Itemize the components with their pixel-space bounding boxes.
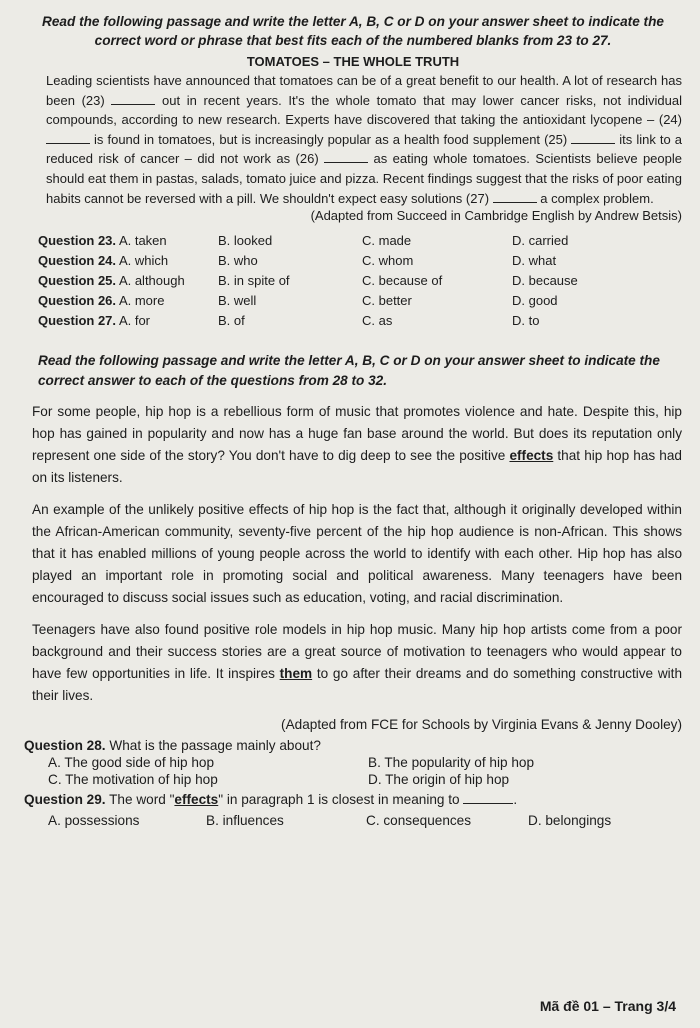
option-d: D. good: [512, 293, 558, 309]
option-a: A. possessions: [48, 813, 140, 829]
question-label: Question 26.: [38, 293, 117, 309]
option-c: C. better: [362, 293, 412, 309]
option-b: B. of: [218, 313, 245, 329]
option-d: D. to: [512, 313, 540, 329]
question-label: Question 27.: [38, 313, 117, 329]
option-a: A. more: [118, 293, 165, 309]
option-b: B. in spite of: [218, 273, 290, 289]
option-b: B. who: [218, 253, 258, 269]
question-row-25: [38, 273, 696, 293]
option-a: A. for: [118, 313, 151, 329]
blank-29: [463, 791, 513, 804]
option-c: C. consequences: [366, 813, 472, 829]
question-row-23: [38, 233, 696, 253]
section1-instruction: Read the following passage and write the letter A, B, C or D on your answer sheet to indicate the correct word or phrase that best fits each of the numbered blanks from 23 to 27.: [42, 14, 664, 48]
question-label: Question 23.: [38, 233, 117, 249]
question-28-options: [48, 755, 682, 787]
option-c: C. because of: [362, 273, 443, 289]
option-b: B. influences: [206, 813, 284, 829]
question-row-26: [38, 293, 696, 313]
passage2-source: (Adapted from FCE for Schools by Virginia Evans & Jenny Dooley): [281, 717, 682, 733]
option-d: D. because: [512, 273, 578, 289]
option-c: C. whom: [362, 253, 414, 269]
question-29-options: [48, 813, 682, 828]
hiphop-paragraph-2: An example of the unlikely positive effects of hip hop is the fact that, although it originally developed within the African-American community, seventy-five percent of the hip hop audience is non-African. This shows that it has enabled millions of young people across the world to identify with each other. Hip hop has also played an important role in promoting social and political awareness. Many teenagers have been encouraged to discuss social issues such as education, voting, and racial discrimination.: [32, 502, 682, 606]
option-c: C. made: [362, 233, 412, 249]
question-label: Question 24.: [38, 253, 117, 269]
blank-24: [46, 131, 90, 144]
passage-source: (Adapted from Succeed in Cambridge English by Andrew Betsis): [310, 208, 682, 224]
blank-25: [571, 131, 615, 144]
option-a: A. The good side of hip hop: [48, 755, 215, 771]
question-29: Question 29. The word "effects" in paragraph 1 is closest in meaning to .: [24, 792, 518, 808]
passage-tomatoes: Leading scientists have announced that tomatoes can be of a great benefit to our health. A lot of research has been (23) out in recent years. It's the whole tomato that may lower cancer risks, not individual compounds, according to new research. Experts have discovered that taking the antioxidant lycopene – (24) is found in tomatoes, but is increasingly popular as a health food supplement (25) its link to a reduced risk of cancer – did not work as (26) as eating whole tomatoes. Scientists believe people should eat them in pastas, salads, tomato juice and pizza. Recent findings suggest that the risks of poor eating habits cannot be reversed with a pill. We shouldn't expect easy solutions (27) a complex problem.: [46, 73, 682, 206]
passage-title: TOMATOES – THE WHOLE TRUTH: [246, 54, 460, 69]
option-a: A. although: [118, 273, 185, 289]
blank-26: [324, 150, 368, 163]
hiphop-paragraph-3: Teenagers have also found positive role models in hip hop music. Many hip hop artists come from a poor background and their success stories are a great source of motivation to teenagers who would appear to have few opportunities in life. It inspires them to go after their dreams and do something constructive with their lives.: [32, 622, 683, 704]
option-d: D. The origin of hip hop: [368, 772, 510, 788]
option-d: D. what: [512, 253, 557, 269]
option-d: D. belongings: [528, 813, 612, 829]
underlined-word-effects: effects: [509, 448, 554, 464]
option-b: B. well: [218, 293, 257, 309]
option-b: B. The popularity of hip hop: [368, 755, 535, 771]
section2-instruction: Read the following passage and write the letter A, B, C or D on your answer sheet to indicate the correct answer to each of the questions from 28 to 32.: [38, 353, 660, 389]
option-a: A. taken: [118, 233, 167, 249]
option-a: A. which: [118, 253, 169, 269]
question-table: [38, 233, 696, 333]
blank-23: [111, 92, 155, 105]
blank-27: [493, 190, 537, 203]
hiphop-paragraph-1: For some people, hip hop is a rebellious form of music that promotes violence and hate. Despite this, hip hop has gained in popularity and now has a huge fan base around the world. But does its reputation only represent one side of the story? You don't have to dig deep to see the positive effects that hip hop has had on its listeners.: [32, 404, 682, 486]
option-b: B. looked: [218, 233, 273, 249]
page-footer: Mã đề 01 – Trang 3/4: [539, 998, 676, 1014]
question-label: Question 25.: [38, 273, 117, 289]
question-row-24: [38, 253, 696, 273]
option-c: C. The motivation of hip hop: [48, 772, 218, 788]
question-row-27: [38, 313, 696, 333]
question-28: Question 28. What is the passage mainly about?: [24, 738, 321, 754]
option-c: C. as: [362, 313, 393, 329]
option-d: D. carried: [512, 233, 569, 249]
underlined-word-them: them: [279, 666, 313, 682]
